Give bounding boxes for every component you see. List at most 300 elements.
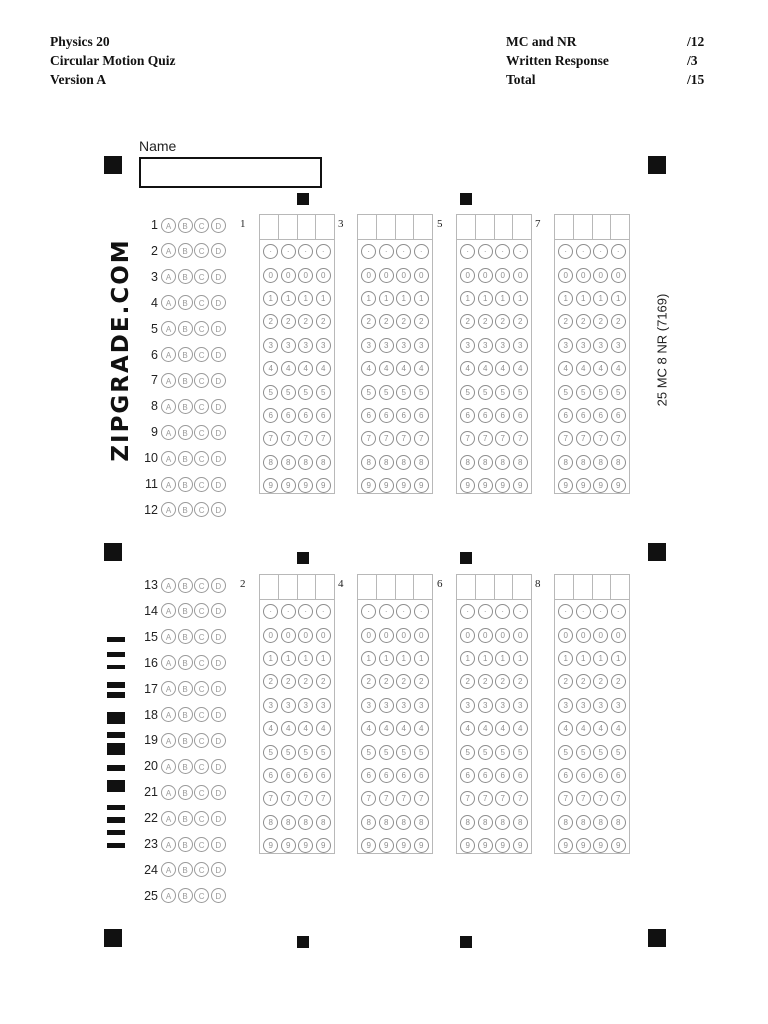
digit-bubble[interactable]: 6 [478,768,493,783]
digit-bubble[interactable]: 9 [576,478,591,493]
digit-bubble[interactable]: 4 [593,361,608,376]
digit-bubble[interactable]: · [513,244,528,259]
choice-bubble[interactable]: D [211,321,226,336]
digit-bubble[interactable]: 7 [495,791,510,806]
digit-bubble[interactable]: 9 [281,838,296,853]
digit-bubble[interactable]: 3 [611,698,626,713]
digit-bubble[interactable]: 5 [478,385,493,400]
digit-bubble[interactable]: 9 [478,478,493,493]
digit-bubble[interactable]: 2 [558,314,573,329]
digit-bubble[interactable]: 1 [495,291,510,306]
choice-bubble[interactable]: C [194,295,209,310]
digit-bubble[interactable]: 8 [460,455,475,470]
choice-bubble[interactable]: C [194,681,209,696]
digit-bubble[interactable]: 1 [414,291,429,306]
digit-bubble[interactable]: 9 [478,838,493,853]
digit-bubble[interactable]: 4 [379,721,394,736]
digit-bubble[interactable]: 0 [414,268,429,283]
digit-bubble[interactable]: 8 [396,455,411,470]
digit-bubble[interactable]: 0 [495,268,510,283]
nr-write-cell[interactable] [593,575,612,599]
digit-bubble[interactable]: 3 [558,698,573,713]
digit-bubble[interactable]: 8 [263,815,278,830]
digit-bubble[interactable]: 7 [361,791,376,806]
digit-bubble[interactable]: 3 [513,338,528,353]
digit-bubble[interactable]: 6 [281,768,296,783]
choice-bubble[interactable]: D [211,888,226,903]
choice-bubble[interactable]: B [178,888,193,903]
digit-bubble[interactable]: 7 [281,791,296,806]
digit-bubble[interactable]: 5 [361,745,376,760]
digit-bubble[interactable]: 2 [593,674,608,689]
digit-bubble[interactable]: 6 [316,768,331,783]
digit-bubble[interactable]: 6 [414,768,429,783]
digit-bubble[interactable]: 2 [593,314,608,329]
digit-bubble[interactable]: 1 [298,651,313,666]
digit-bubble[interactable]: 3 [361,338,376,353]
nr-write-cell[interactable] [316,215,334,239]
digit-bubble[interactable]: 7 [263,791,278,806]
digit-bubble[interactable]: 9 [316,838,331,853]
digit-bubble[interactable]: 0 [460,268,475,283]
choice-bubble[interactable]: C [194,502,209,517]
digit-bubble[interactable]: 9 [263,838,278,853]
digit-bubble[interactable]: 0 [316,628,331,643]
digit-bubble[interactable]: 7 [593,431,608,446]
choice-bubble[interactable]: D [211,655,226,670]
choice-bubble[interactable]: D [211,603,226,618]
digit-bubble[interactable]: 5 [576,745,591,760]
digit-bubble[interactable]: 4 [513,721,528,736]
digit-bubble[interactable]: · [611,604,626,619]
digit-bubble[interactable]: · [281,244,296,259]
choice-bubble[interactable]: C [194,373,209,388]
digit-bubble[interactable]: 3 [361,698,376,713]
digit-bubble[interactable]: · [316,604,331,619]
digit-bubble[interactable]: 6 [316,408,331,423]
digit-bubble[interactable]: 6 [396,408,411,423]
digit-bubble[interactable]: 4 [495,721,510,736]
choice-bubble[interactable]: D [211,862,226,877]
choice-bubble[interactable]: D [211,733,226,748]
choice-bubble[interactable]: D [211,243,226,258]
digit-bubble[interactable]: 3 [495,338,510,353]
digit-bubble[interactable]: 9 [263,478,278,493]
digit-bubble[interactable]: 4 [576,361,591,376]
digit-bubble[interactable]: 8 [263,455,278,470]
digit-bubble[interactable]: 5 [281,385,296,400]
choice-bubble[interactable]: B [178,295,193,310]
digit-bubble[interactable]: 9 [414,478,429,493]
nr-write-cell[interactable] [414,215,432,239]
digit-bubble[interactable]: · [513,604,528,619]
digit-bubble[interactable]: 6 [558,408,573,423]
digit-bubble[interactable]: · [361,244,376,259]
digit-bubble[interactable]: · [495,604,510,619]
digit-bubble[interactable]: 7 [593,791,608,806]
digit-bubble[interactable]: 0 [611,268,626,283]
digit-bubble[interactable]: 3 [396,338,411,353]
choice-bubble[interactable]: D [211,785,226,800]
digit-bubble[interactable]: 6 [379,408,394,423]
digit-bubble[interactable]: 0 [558,628,573,643]
digit-bubble[interactable]: 1 [316,291,331,306]
choice-bubble[interactable]: A [161,629,176,644]
choice-bubble[interactable]: D [211,681,226,696]
digit-bubble[interactable]: 3 [513,698,528,713]
digit-bubble[interactable]: 2 [513,314,528,329]
digit-bubble[interactable]: 5 [611,385,626,400]
digit-bubble[interactable]: · [478,604,493,619]
choice-bubble[interactable]: A [161,785,176,800]
choice-bubble[interactable]: C [194,837,209,852]
digit-bubble[interactable]: 7 [611,791,626,806]
digit-bubble[interactable]: 3 [414,338,429,353]
digit-bubble[interactable]: 3 [593,338,608,353]
digit-bubble[interactable]: 5 [361,385,376,400]
choice-bubble[interactable]: D [211,707,226,722]
digit-bubble[interactable]: 5 [379,385,394,400]
choice-bubble[interactable]: D [211,451,226,466]
digit-bubble[interactable]: 6 [298,768,313,783]
digit-bubble[interactable]: 9 [379,838,394,853]
nr-write-cell[interactable] [279,215,298,239]
nr-write-cell[interactable] [611,215,629,239]
digit-bubble[interactable]: · [414,604,429,619]
digit-bubble[interactable]: 4 [513,361,528,376]
digit-bubble[interactable]: 7 [495,431,510,446]
choice-bubble[interactable]: D [211,399,226,414]
choice-bubble[interactable]: B [178,733,193,748]
digit-bubble[interactable]: 0 [576,268,591,283]
choice-bubble[interactable]: D [211,837,226,852]
digit-bubble[interactable]: 8 [414,455,429,470]
digit-bubble[interactable]: 2 [611,674,626,689]
digit-bubble[interactable]: 8 [495,455,510,470]
digit-bubble[interactable]: 9 [593,478,608,493]
digit-bubble[interactable]: 1 [558,291,573,306]
choice-bubble[interactable]: D [211,629,226,644]
digit-bubble[interactable]: 2 [263,314,278,329]
digit-bubble[interactable]: 5 [263,385,278,400]
digit-bubble[interactable]: 9 [361,478,376,493]
digit-bubble[interactable]: 1 [361,291,376,306]
choice-bubble[interactable]: D [211,811,226,826]
digit-bubble[interactable]: 8 [558,455,573,470]
nr-write-cell[interactable] [513,575,531,599]
choice-bubble[interactable]: B [178,811,193,826]
choice-bubble[interactable]: C [194,477,209,492]
nr-write-cell[interactable] [513,215,531,239]
digit-bubble[interactable]: 5 [513,745,528,760]
choice-bubble[interactable]: C [194,655,209,670]
nr-write-cell[interactable] [279,575,298,599]
nr-write-cell[interactable] [476,575,495,599]
choice-bubble[interactable]: B [178,655,193,670]
choice-bubble[interactable]: D [211,373,226,388]
digit-bubble[interactable]: 4 [460,361,475,376]
digit-bubble[interactable]: · [263,244,278,259]
digit-bubble[interactable]: 4 [495,361,510,376]
digit-bubble[interactable]: 1 [576,651,591,666]
digit-bubble[interactable]: · [396,604,411,619]
nr-write-cell[interactable] [593,215,612,239]
digit-bubble[interactable]: 7 [478,791,493,806]
digit-bubble[interactable]: 4 [361,361,376,376]
digit-bubble[interactable]: 0 [263,268,278,283]
digit-bubble[interactable]: 2 [361,314,376,329]
digit-bubble[interactable]: 2 [611,314,626,329]
choice-bubble[interactable]: A [161,759,176,774]
choice-bubble[interactable]: B [178,399,193,414]
digit-bubble[interactable]: 9 [460,838,475,853]
choice-bubble[interactable]: C [194,603,209,618]
nr-write-cell[interactable] [260,575,279,599]
choice-bubble[interactable]: B [178,578,193,593]
choice-bubble[interactable]: C [194,862,209,877]
digit-bubble[interactable]: 3 [414,698,429,713]
choice-bubble[interactable]: D [211,295,226,310]
digit-bubble[interactable]: 8 [478,815,493,830]
digit-bubble[interactable]: 0 [396,268,411,283]
digit-bubble[interactable]: 2 [316,674,331,689]
digit-bubble[interactable]: 4 [593,721,608,736]
choice-bubble[interactable]: A [161,425,176,440]
digit-bubble[interactable]: 2 [576,314,591,329]
digit-bubble[interactable]: 7 [460,791,475,806]
choice-bubble[interactable]: B [178,862,193,877]
digit-bubble[interactable]: 3 [576,698,591,713]
digit-bubble[interactable]: 8 [281,815,296,830]
digit-bubble[interactable]: 6 [495,408,510,423]
choice-bubble[interactable]: B [178,425,193,440]
choice-bubble[interactable]: B [178,759,193,774]
digit-bubble[interactable]: 5 [396,745,411,760]
digit-bubble[interactable]: · [361,604,376,619]
digit-bubble[interactable]: 1 [513,651,528,666]
digit-bubble[interactable]: 7 [281,431,296,446]
digit-bubble[interactable]: 6 [611,408,626,423]
nr-write-cell[interactable] [457,215,476,239]
digit-bubble[interactable]: 0 [396,628,411,643]
digit-bubble[interactable]: 9 [298,838,313,853]
digit-bubble[interactable]: 4 [396,361,411,376]
digit-bubble[interactable]: 1 [576,291,591,306]
digit-bubble[interactable]: · [576,244,591,259]
digit-bubble[interactable]: 3 [478,698,493,713]
digit-bubble[interactable]: 9 [495,478,510,493]
digit-bubble[interactable]: 6 [460,408,475,423]
digit-bubble[interactable]: 2 [263,674,278,689]
choice-bubble[interactable]: B [178,681,193,696]
digit-bubble[interactable]: 4 [611,721,626,736]
digit-bubble[interactable]: 2 [576,674,591,689]
digit-bubble[interactable]: 2 [513,674,528,689]
digit-bubble[interactable]: 8 [361,455,376,470]
choice-bubble[interactable]: C [194,707,209,722]
digit-bubble[interactable]: 6 [593,408,608,423]
choice-bubble[interactable]: A [161,603,176,618]
digit-bubble[interactable]: 7 [478,431,493,446]
digit-bubble[interactable]: 3 [379,698,394,713]
digit-bubble[interactable]: 5 [593,745,608,760]
choice-bubble[interactable]: C [194,425,209,440]
digit-bubble[interactable]: 1 [460,291,475,306]
digit-bubble[interactable]: 4 [558,361,573,376]
digit-bubble[interactable]: 3 [263,338,278,353]
digit-bubble[interactable]: 5 [611,745,626,760]
choice-bubble[interactable]: B [178,347,193,362]
choice-bubble[interactable]: C [194,451,209,466]
choice-bubble[interactable]: A [161,451,176,466]
digit-bubble[interactable]: 4 [281,361,296,376]
choice-bubble[interactable]: B [178,373,193,388]
digit-bubble[interactable]: · [281,604,296,619]
digit-bubble[interactable]: 6 [414,408,429,423]
choice-bubble[interactable]: B [178,218,193,233]
digit-bubble[interactable]: 9 [396,478,411,493]
choice-bubble[interactable]: B [178,785,193,800]
nr-write-cell[interactable] [298,215,317,239]
digit-bubble[interactable]: 9 [361,838,376,853]
digit-bubble[interactable]: 3 [460,338,475,353]
digit-bubble[interactable]: 9 [396,838,411,853]
digit-bubble[interactable]: 5 [576,385,591,400]
choice-bubble[interactable]: A [161,888,176,903]
digit-bubble[interactable]: 0 [361,268,376,283]
digit-bubble[interactable]: 6 [478,408,493,423]
name-field[interactable] [139,157,322,188]
digit-bubble[interactable]: 0 [281,628,296,643]
digit-bubble[interactable]: 5 [281,745,296,760]
digit-bubble[interactable]: 1 [379,651,394,666]
digit-bubble[interactable]: 7 [316,791,331,806]
digit-bubble[interactable]: 7 [263,431,278,446]
digit-bubble[interactable]: 1 [558,651,573,666]
digit-bubble[interactable]: 5 [263,745,278,760]
digit-bubble[interactable]: 8 [611,455,626,470]
choice-bubble[interactable]: A [161,373,176,388]
digit-bubble[interactable]: 0 [414,628,429,643]
choice-bubble[interactable]: A [161,243,176,258]
choice-bubble[interactable]: C [194,733,209,748]
digit-bubble[interactable]: 6 [495,768,510,783]
digit-bubble[interactable]: 5 [379,745,394,760]
digit-bubble[interactable]: 8 [513,815,528,830]
digit-bubble[interactable]: 2 [361,674,376,689]
choice-bubble[interactable]: A [161,707,176,722]
digit-bubble[interactable]: 3 [460,698,475,713]
digit-bubble[interactable]: 4 [379,361,394,376]
digit-bubble[interactable]: 0 [379,268,394,283]
choice-bubble[interactable]: A [161,733,176,748]
digit-bubble[interactable]: 8 [414,815,429,830]
digit-bubble[interactable]: 8 [460,815,475,830]
digit-bubble[interactable]: 7 [576,431,591,446]
digit-bubble[interactable]: 9 [593,838,608,853]
choice-bubble[interactable]: A [161,655,176,670]
digit-bubble[interactable]: 9 [611,478,626,493]
digit-bubble[interactable]: 1 [379,291,394,306]
choice-bubble[interactable]: C [194,759,209,774]
digit-bubble[interactable]: 9 [414,838,429,853]
digit-bubble[interactable]: 7 [558,791,573,806]
digit-bubble[interactable]: 1 [298,291,313,306]
choice-bubble[interactable]: D [211,218,226,233]
digit-bubble[interactable]: 0 [379,628,394,643]
digit-bubble[interactable]: 6 [263,768,278,783]
digit-bubble[interactable]: 2 [460,674,475,689]
digit-bubble[interactable]: 4 [414,361,429,376]
nr-write-cell[interactable] [414,575,432,599]
digit-bubble[interactable]: 1 [414,651,429,666]
digit-bubble[interactable]: 6 [361,408,376,423]
digit-bubble[interactable]: 7 [414,431,429,446]
nr-write-cell[interactable] [298,575,317,599]
digit-bubble[interactable]: 5 [478,745,493,760]
digit-bubble[interactable]: 2 [558,674,573,689]
nr-write-cell[interactable] [377,215,396,239]
nr-write-cell[interactable] [260,215,279,239]
digit-bubble[interactable]: 7 [460,431,475,446]
digit-bubble[interactable]: · [379,244,394,259]
choice-bubble[interactable]: B [178,629,193,644]
digit-bubble[interactable]: 8 [576,455,591,470]
choice-bubble[interactable]: D [211,502,226,517]
digit-bubble[interactable]: 8 [576,815,591,830]
choice-bubble[interactable]: D [211,269,226,284]
choice-bubble[interactable]: D [211,578,226,593]
digit-bubble[interactable]: · [576,604,591,619]
digit-bubble[interactable]: 3 [478,338,493,353]
digit-bubble[interactable]: · [379,604,394,619]
digit-bubble[interactable]: · [263,604,278,619]
choice-bubble[interactable]: A [161,347,176,362]
digit-bubble[interactable]: 5 [495,385,510,400]
digit-bubble[interactable]: · [316,244,331,259]
digit-bubble[interactable]: 5 [414,385,429,400]
digit-bubble[interactable]: 6 [396,768,411,783]
digit-bubble[interactable]: 3 [379,338,394,353]
choice-bubble[interactable]: C [194,578,209,593]
digit-bubble[interactable]: 0 [361,628,376,643]
digit-bubble[interactable]: 8 [593,815,608,830]
digit-bubble[interactable]: 8 [298,455,313,470]
digit-bubble[interactable]: 2 [396,314,411,329]
choice-bubble[interactable]: B [178,837,193,852]
digit-bubble[interactable]: 7 [379,431,394,446]
digit-bubble[interactable]: 6 [379,768,394,783]
digit-bubble[interactable]: 8 [478,455,493,470]
digit-bubble[interactable]: 3 [316,698,331,713]
digit-bubble[interactable]: 2 [460,314,475,329]
choice-bubble[interactable]: C [194,218,209,233]
digit-bubble[interactable]: 2 [379,314,394,329]
digit-bubble[interactable]: 8 [593,455,608,470]
digit-bubble[interactable]: 6 [513,408,528,423]
digit-bubble[interactable]: 0 [576,628,591,643]
digit-bubble[interactable]: · [460,244,475,259]
digit-bubble[interactable]: 1 [593,651,608,666]
digit-bubble[interactable]: 7 [513,431,528,446]
digit-bubble[interactable]: 7 [361,431,376,446]
digit-bubble[interactable]: 8 [361,815,376,830]
digit-bubble[interactable]: 7 [611,431,626,446]
digit-bubble[interactable]: 0 [513,268,528,283]
choice-bubble[interactable]: C [194,347,209,362]
nr-write-cell[interactable] [495,215,514,239]
digit-bubble[interactable]: 2 [414,674,429,689]
